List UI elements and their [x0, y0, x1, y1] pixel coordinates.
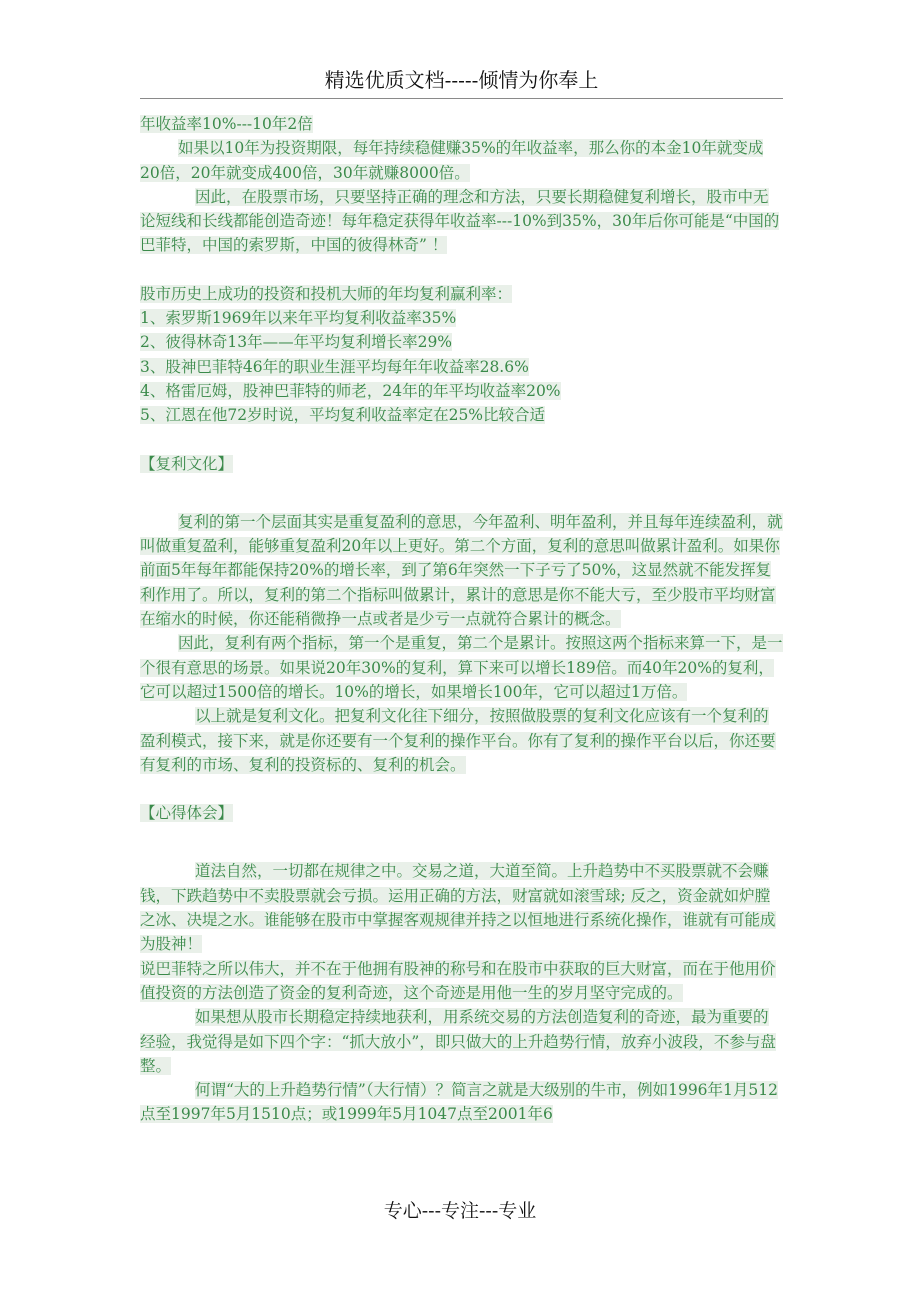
page-footer — [0, 1196, 920, 1223]
masters-item-1: 1、索罗斯1969年以来年平均复利收益率35% — [140, 309, 457, 328]
intro-paragraph-1: 如果以10年为投资期限，每年持续稳健赚35%的年收益率，那么你的本金10年就变成20倍，20年就变成400倍，30年就赚8000倍。 — [140, 139, 764, 182]
insight-paragraph-3: 如果想从股市长期稳定持续地获利，用系统交易的方法创造复利的奇迹，最为重要的经验，我觉得是如下四个字：“抓大放小”，即只做大的上升趋势行情，放弃小波段，不参与盘整。 — [140, 1008, 776, 1075]
masters-item-3: 3、股神巴菲特46年的职业生涯平均每年年收益率28.6% — [140, 357, 529, 376]
culture-paragraph-2: 因此，复利有两个指标，第一个是重复，第二个是累计。按照这两个指标来算一下，是一个很有意思的场景。如果说20年30%的复利，算下来可以增长189倍。而40年20%的复利，它可以超过1500倍的增长。10%的增长，如果增长100年，它可以超过1万倍。 — [140, 634, 783, 701]
culture-paragraph-1: 复利的第一个层面其实是重复盈利的意思，今年盈利、明年盈利，并且每年连续盈利，就叫做重复盈利，能够重复盈利20年以上更好。第二个方面，复利的意思叫做累计盈利。如果你前面5年每年都能保持20%的增长率，到了第6年突然一下子亏了50%，这显然就不能发挥复利作用了。所以，复利的第二个指标叫做累计，累计的意思是你不能大亏，至少股市平均财富在缩水的时候，你还能稍微挣一点或者是少亏一点就符合累计的概念。 — [140, 512, 783, 629]
header-title: 精选优质文档-----倾情为你奉上 — [324, 68, 599, 92]
footer-text: 专心---专注---专业 — [383, 1200, 537, 1222]
masters-item-2: 2、彼得林奇13年——年平均复利增长率29% — [140, 333, 453, 352]
insight-heading: 【心得体会】 — [140, 804, 234, 823]
intro-paragraph-2: 因此，在股票市场，只要坚持正确的理念和方法，只要长期稳健复利增长，股市中无论短线和长线都能创造奇迹！每年稳定获得年收益率---10%到35%，30年后你可能是“中国的巴菲特，中国的索罗斯，中国的彼得林奇” ！ — [140, 187, 780, 255]
page-header — [140, 62, 783, 99]
masters-item-5: 5、江恩在他72岁时说，平均复利收益率定在25%比较合适 — [140, 406, 546, 425]
insight-paragraph-1: 道法自然，一切都在规律之中。交易之道，大道至简。上升趋势中不买股票就不会赚钱，下跌趋势中不卖股票就会亏损。运用正确的方法，财富就如滚雪球; 反之，资金就如炉膛之冰、决堤之水。谁能够在股市中掌握客观规律并持之以恒地进行系统化操作，谁就有可能成为股神！ — [140, 862, 776, 954]
culture-heading: 【复利文化】 — [140, 454, 234, 473]
insight-paragraph-4: 何谓“大的上升趋势行情”（大行情）？简言之就是大级别的牛市，例如1996年1月512点至1997年5月1510点；或1999年5月1047点至2001年6 — [140, 1081, 778, 1124]
insight-paragraph-2: 说巴菲特之所以伟大，并不在于他拥有股神的称号和在股市中获取的巨大财富，而在于他用价值投资的方法创造了资金的复利奇迹，这个奇迹是用他一生的岁月坚守完成的。 — [140, 959, 776, 1002]
masters-item-4: 4、格雷厄姆，股神巴菲特的师老，24年的年平均收益率20% — [140, 381, 561, 400]
intro-line: 年收益率10%---10年2倍 — [140, 115, 313, 133]
culture-paragraph-3: 以上就是复利文化。把复利文化往下细分，按照做股票的复利文化应该有一个复利的盈利模式，接下来，就是你还要有一个复利的操作平台。你有了复利的操作平台以后，你还要有复利的市场、复利的投资标的、复利的机会。 — [140, 707, 776, 774]
masters-title: 股市历史上成功的投资和投机大师的年均复利赢利率： — [140, 284, 513, 303]
document-body — [140, 112, 783, 1127]
